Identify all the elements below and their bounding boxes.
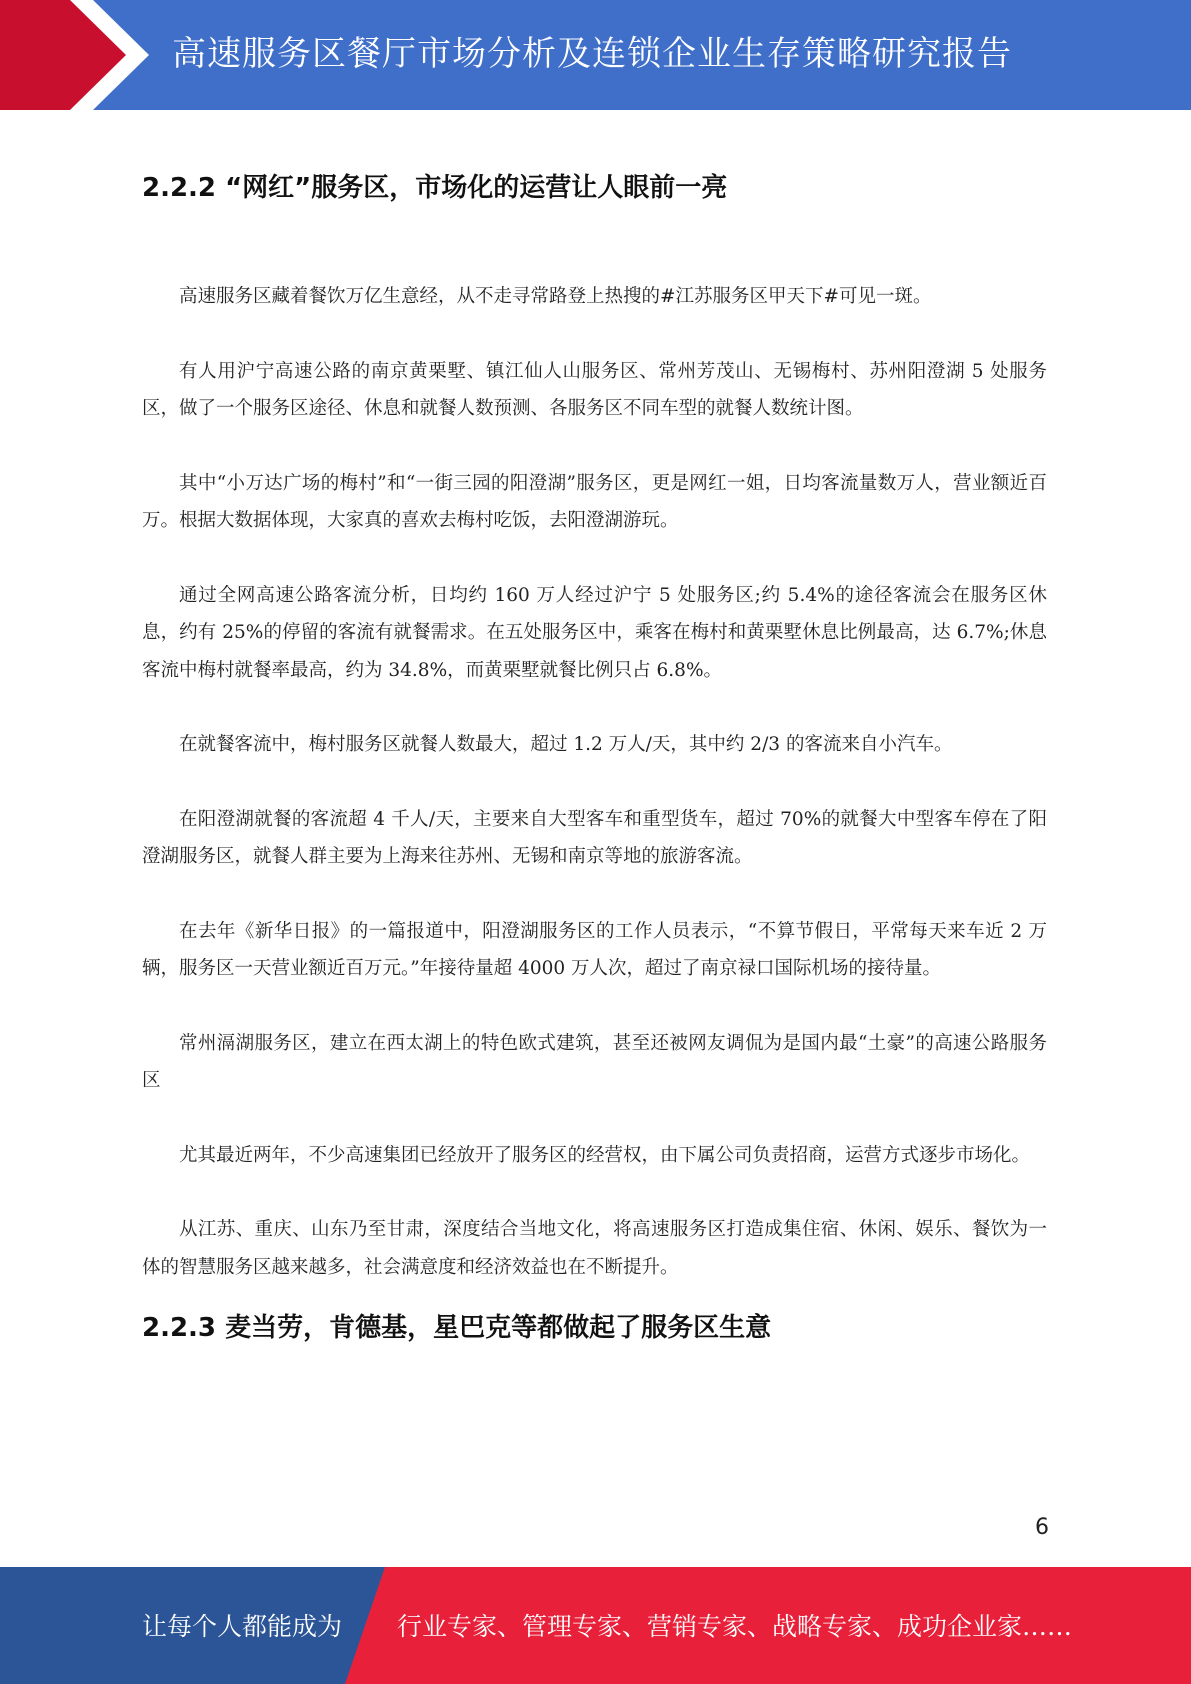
paragraph-10: 从江苏、重庆、山东乃至甘肃，深度结合当地文化，将高速服务区打造成集住宿、休闲、娱乐、餐饮为一体的智慧服务区越来越多，社会满意度和经济效益也在不断提升。 <box>142 1219 1047 1278</box>
paragraph-8: 常州滆湖服务区，建立在西太湖上的特色欧式建筑，甚至还被网友调侃为是国内最“土豪”的高速公路服务区 <box>142 1032 1047 1091</box>
paragraph-1: 高速服务区藏着餐饮万亿生意经，从不走寻常路登上热搜的#江苏服务区甲天下#可见一斑。 <box>179 286 932 307</box>
section-heading-2-2-2: 2.2.2 “网红”服务区，市场化的运营让人眼前一亮 <box>142 173 728 203</box>
main-content <box>142 160 1047 1356</box>
page-number: 6 <box>1035 1515 1049 1540</box>
header-banner <box>0 0 1191 110</box>
footer-banner <box>0 1567 1191 1684</box>
footer-slogan-left: 让每个人都能成为 <box>142 1612 343 1641</box>
paragraph-6: 在阳澄湖就餐的客流超 4 千人/天，主要来自大型客车和重型货车，超过 70%的就餐大中型客车停在了阳澄湖服务区，就餐人群主要为上海来往苏州、无锡和南京等地的旅游客流。 <box>142 808 1047 867</box>
paragraph-5: 在就餐客流中，梅村服务区就餐人数最大，超过 1.2 万人/天，其中约 2/3 的客流来自小汽车。 <box>179 734 953 755</box>
paragraph-2: 有人用沪宁高速公路的南京黄栗墅、镇江仙人山服务区、常州芳茂山、无锡梅村、苏州阳澄湖 5 处服务区，做了一个服务区途径、休息和就餐人数预测、各服务区不同车型的就餐人数统计图。 <box>142 360 1047 419</box>
paragraph-3: 其中“小万达广场的梅村”和“一街三园的阳澄湖”服务区，更是网红一姐，日均客流量数万人，营业额近百万。根据大数据体现，大家真的喜欢去梅村吃饭，去阳澄湖游玩。 <box>142 472 1047 531</box>
paragraph-7: 在去年《新华日报》的一篇报道中，阳澄湖服务区的工作人员表示，“不算节假日，平常每天来车近 2 万辆，服务区一天营业额近百万元。”年接待量超 4000 万人次，超过了南京禄口国际机场的接待量。 <box>142 920 1047 979</box>
section-heading-2-2-3: 2.2.3 麦当劳，肯德基，星巴克等都做起了服务区生意 <box>142 1313 772 1343</box>
footer-slogan-right: 行业专家、管理专家、营销专家、战略专家、成功企业家…… <box>397 1612 1073 1641</box>
paragraph-4: 通过全网高速公路客流分析，日均约 160 万人经过沪宁 5 处服务区;约 5.4%的途径客流会在服务区休息，约有 25%的停留的客流有就餐需求。在五处服务区中，乘客在梅村和黄栗墅休息比例最高，达 6.7%;休息客流中梅村就餐率最高，约为 34.8%，而黄栗墅就餐比例只占 6.8%。 <box>142 584 1047 681</box>
paragraph-9: 尤其最近两年，不少高速集团已经放开了服务区的经营权，由下属公司负责招商，运营方式逐步市场化。 <box>179 1144 1031 1166</box>
report-title: 高速服务区餐厅市场分析及连锁企业生存策略研究报告 <box>172 34 1012 74</box>
